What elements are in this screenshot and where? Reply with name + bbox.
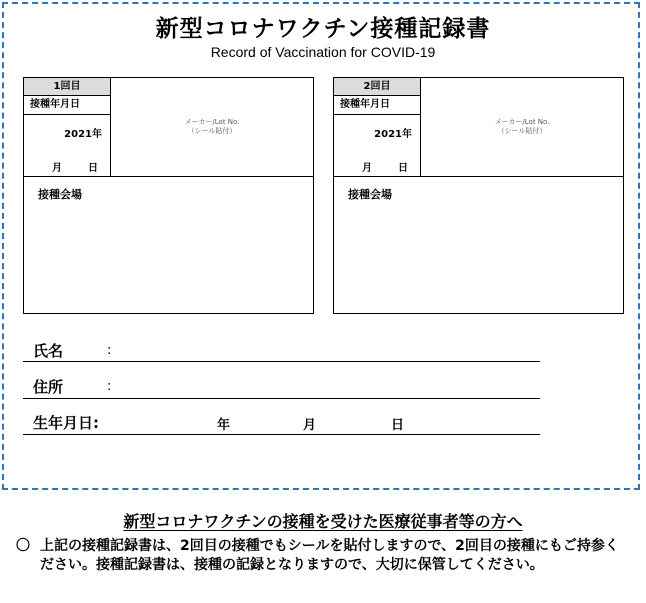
birth-month-label: 月 bbox=[303, 418, 317, 433]
notice-text: 上記の接種記録書は、2回目の接種でもシールを貼付しますので、2回目の接種にもご持参ください。接種記録書は、接種の記録となりますので、大切に保管してください。 bbox=[40, 538, 619, 573]
name-line[interactable] bbox=[23, 361, 540, 362]
birthdate-label: 生年月日: bbox=[33, 414, 99, 432]
lot-label: メーカー/Lot No. bbox=[494, 118, 550, 126]
dose-box-1 bbox=[23, 77, 314, 314]
address-line[interactable] bbox=[23, 398, 540, 399]
address-colon: : bbox=[107, 379, 112, 394]
bullet-mark: 〇 bbox=[16, 538, 30, 554]
year-label: 2021年 bbox=[64, 129, 102, 140]
birth-year-label: 年 bbox=[217, 418, 231, 433]
date-label: 接種年月日 bbox=[334, 96, 421, 115]
month-label: 月 bbox=[362, 163, 372, 174]
dose-box-2 bbox=[333, 77, 624, 314]
lot-sticker-area bbox=[421, 78, 623, 177]
birthdate-line[interactable] bbox=[23, 434, 540, 435]
venue-label: 接種会場 bbox=[38, 188, 82, 201]
lot-label: メーカー/Lot No. bbox=[184, 118, 240, 126]
day-label: 日 bbox=[88, 163, 98, 174]
record-title: 新型コロナワクチン接種記録書 bbox=[155, 16, 491, 42]
date-field[interactable] bbox=[24, 115, 111, 177]
day-label: 日 bbox=[398, 163, 408, 174]
name-colon: : bbox=[107, 343, 112, 358]
year-label: 2021年 bbox=[374, 129, 412, 140]
date-label: 接種年月日 bbox=[24, 96, 111, 115]
notice-heading bbox=[0, 509, 646, 532]
dose-number: 1回目 bbox=[24, 78, 111, 96]
birth-day-label: 日 bbox=[391, 418, 405, 433]
lot-sticker-area bbox=[111, 78, 313, 177]
date-field[interactable] bbox=[334, 115, 421, 177]
notice-heading-text: 新型コロナワクチンの接種を受けた医療従事者等の方へ bbox=[123, 512, 523, 531]
venue-label: 接種会場 bbox=[348, 188, 392, 201]
month-label: 月 bbox=[52, 163, 62, 174]
sticker-label: （シール貼付） bbox=[497, 127, 547, 135]
address-label: 住所 bbox=[33, 378, 64, 396]
sticker-label: （シール貼付） bbox=[187, 127, 237, 135]
record-subtitle: Record of Vaccination for COVID-19 bbox=[210, 44, 436, 60]
dose-number: 2回目 bbox=[334, 78, 421, 96]
notice-body bbox=[16, 537, 631, 575]
name-label: 氏名 bbox=[33, 342, 64, 360]
